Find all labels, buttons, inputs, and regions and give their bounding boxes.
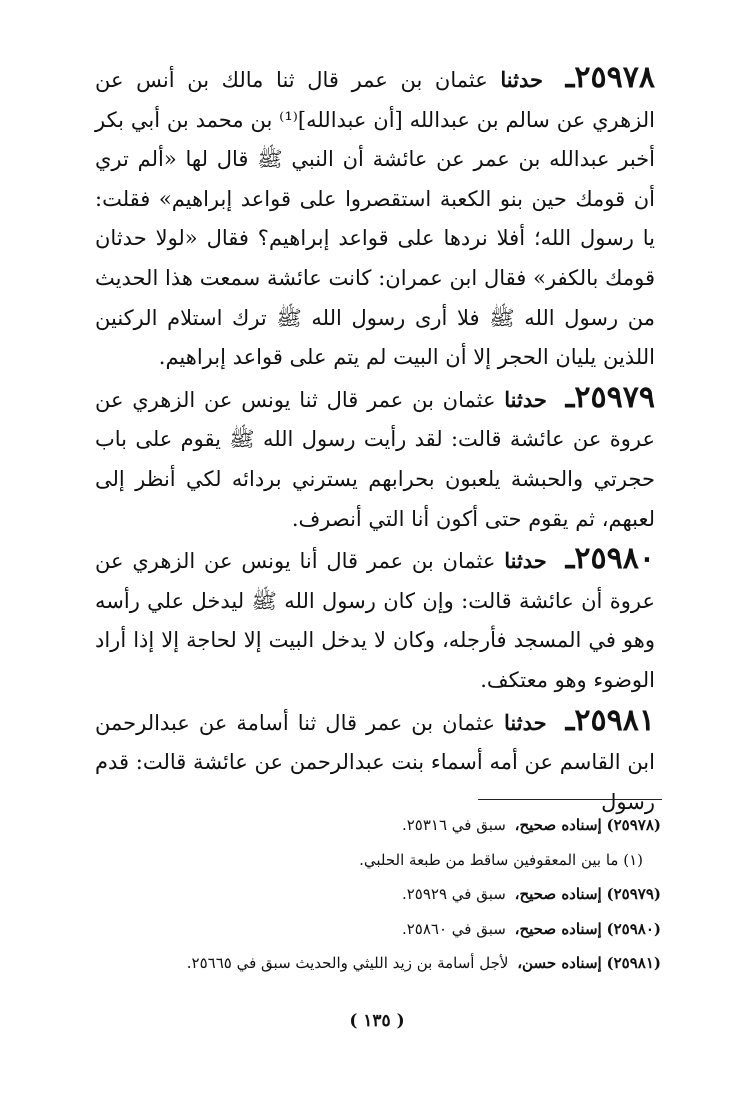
- hadith-intro: حدثنا: [504, 548, 547, 574]
- hadith-25978: [95, 58, 655, 378]
- footnote-ref: (٢٥٩٨٠): [606, 919, 661, 938]
- main-text: [95, 58, 655, 822]
- footnotes: [95, 808, 661, 981]
- footnote: [95, 912, 661, 947]
- hadith-intro: حدثنا: [500, 67, 543, 92]
- hadith-intro: حدثنا: [504, 709, 547, 735]
- footnote-grade: إسناده صحيح،: [514, 885, 602, 903]
- hadith-intro: حدثنا: [504, 386, 547, 412]
- hadith-number: ٢٥٩٧٩ـ: [565, 379, 655, 415]
- footnote-ref: (٢٥٩٨١): [606, 954, 661, 972]
- hadith-text: عثمان بن عمر قال أنا يونس عن الزهري عن عروة أن عائشة قالت: وإن كان رسول الله ﷺ ليدخل علي رأسه وهو في المسجد فأرجله، وكان لا يدخل البيت إلا لحاجة إلا إذا أراد الوضوء وهو معتكف.: [95, 549, 655, 692]
- hadith-text: عثمان بن عمر قال ثنا أسامة عن عبدالرحمن ابن القاسم عن أمه أسماء بنت عبدالرحمن عن عائشة قالت: قدم رسول: [95, 710, 655, 814]
- footnote-ref: (٢٥٩٧٨): [606, 816, 661, 834]
- footnote-text: سبق في ٢٥٩٢٩.: [401, 885, 506, 903]
- hadith-text: عثمان بن عمر قال ثنا يونس عن الزهري عن عروة عن عائشة قالت: لقد رأيت رسول الله ﷺ يقوم على باب حجرتي والحبشة يلعبون بحرابهم يسترني بردائه لكي أنظر إلى لعبهم، ثم يقوم حتى أكون أنا التي أنصرف.: [95, 387, 655, 531]
- footnote-text: سبق في ٢٥٨٦٠.: [401, 919, 506, 938]
- hadith-25979: [95, 378, 655, 539]
- hadith-number: ٢٥٩٨١ـ: [565, 702, 655, 738]
- footnote-ref: (٢٥٩٧٩): [606, 885, 661, 903]
- footnote: [95, 877, 661, 912]
- hadith-text: عثمان بن عمر قال ثنا مالك بن أنس عن الزهري عن سالم بن عبدالله [أن عبدالله]⁽¹⁾ بن محمد بن أبي بكر أخبر عبدالله بن عمر عن عائشة أن النبي ﷺ قال لها «ألم تري أن قومك حين بنو الكعبة استقصروا على قواعد إبراهيم» فقلت: يا رسول الله؛ أفلا نردها على قواعد إبراهيم؟ فقال «لولا حدثان قومك بالكفر» فقال ابن عمران: كانت عائشة سمعت هذا الحديث من رسول الله ﷺ فلا أرى رسول الله ﷺ ترك استلام الركنين اللذين يليان الحجر إلا أن البيت لم يتم على قواعد إبراهيم.: [95, 68, 656, 370]
- hadith-number: ٢٥٩٧٨ـ: [565, 60, 655, 95]
- footnote: [95, 946, 661, 981]
- footnote-grade: إسناده صحيح،: [514, 919, 602, 938]
- footnote: [95, 808, 661, 843]
- footnote-ref: (١): [623, 850, 643, 869]
- footnote-divider: [478, 799, 662, 800]
- hadith-number: ٢٥٩٨٠ـ: [565, 541, 655, 577]
- footnote-grade: إسناده صحيح،: [514, 816, 602, 834]
- hadith-25981: [95, 701, 655, 823]
- page-number: ( ١٣٥ ): [349, 1011, 405, 1031]
- hadith-25980: [95, 539, 655, 700]
- footnote: [95, 843, 661, 878]
- footnote-text: ما بين المعقوفين ساقط من طبعة الحلبي.: [359, 850, 619, 869]
- footnote-grade: إسناده حسن،: [517, 954, 602, 972]
- footnote-text: لأجل أسامة بن زيد الليثي والحديث سبق في ٢٥٦٦٥.: [186, 954, 509, 972]
- footnote-text: سبق في ٢٥٣١٦.: [401, 816, 506, 834]
